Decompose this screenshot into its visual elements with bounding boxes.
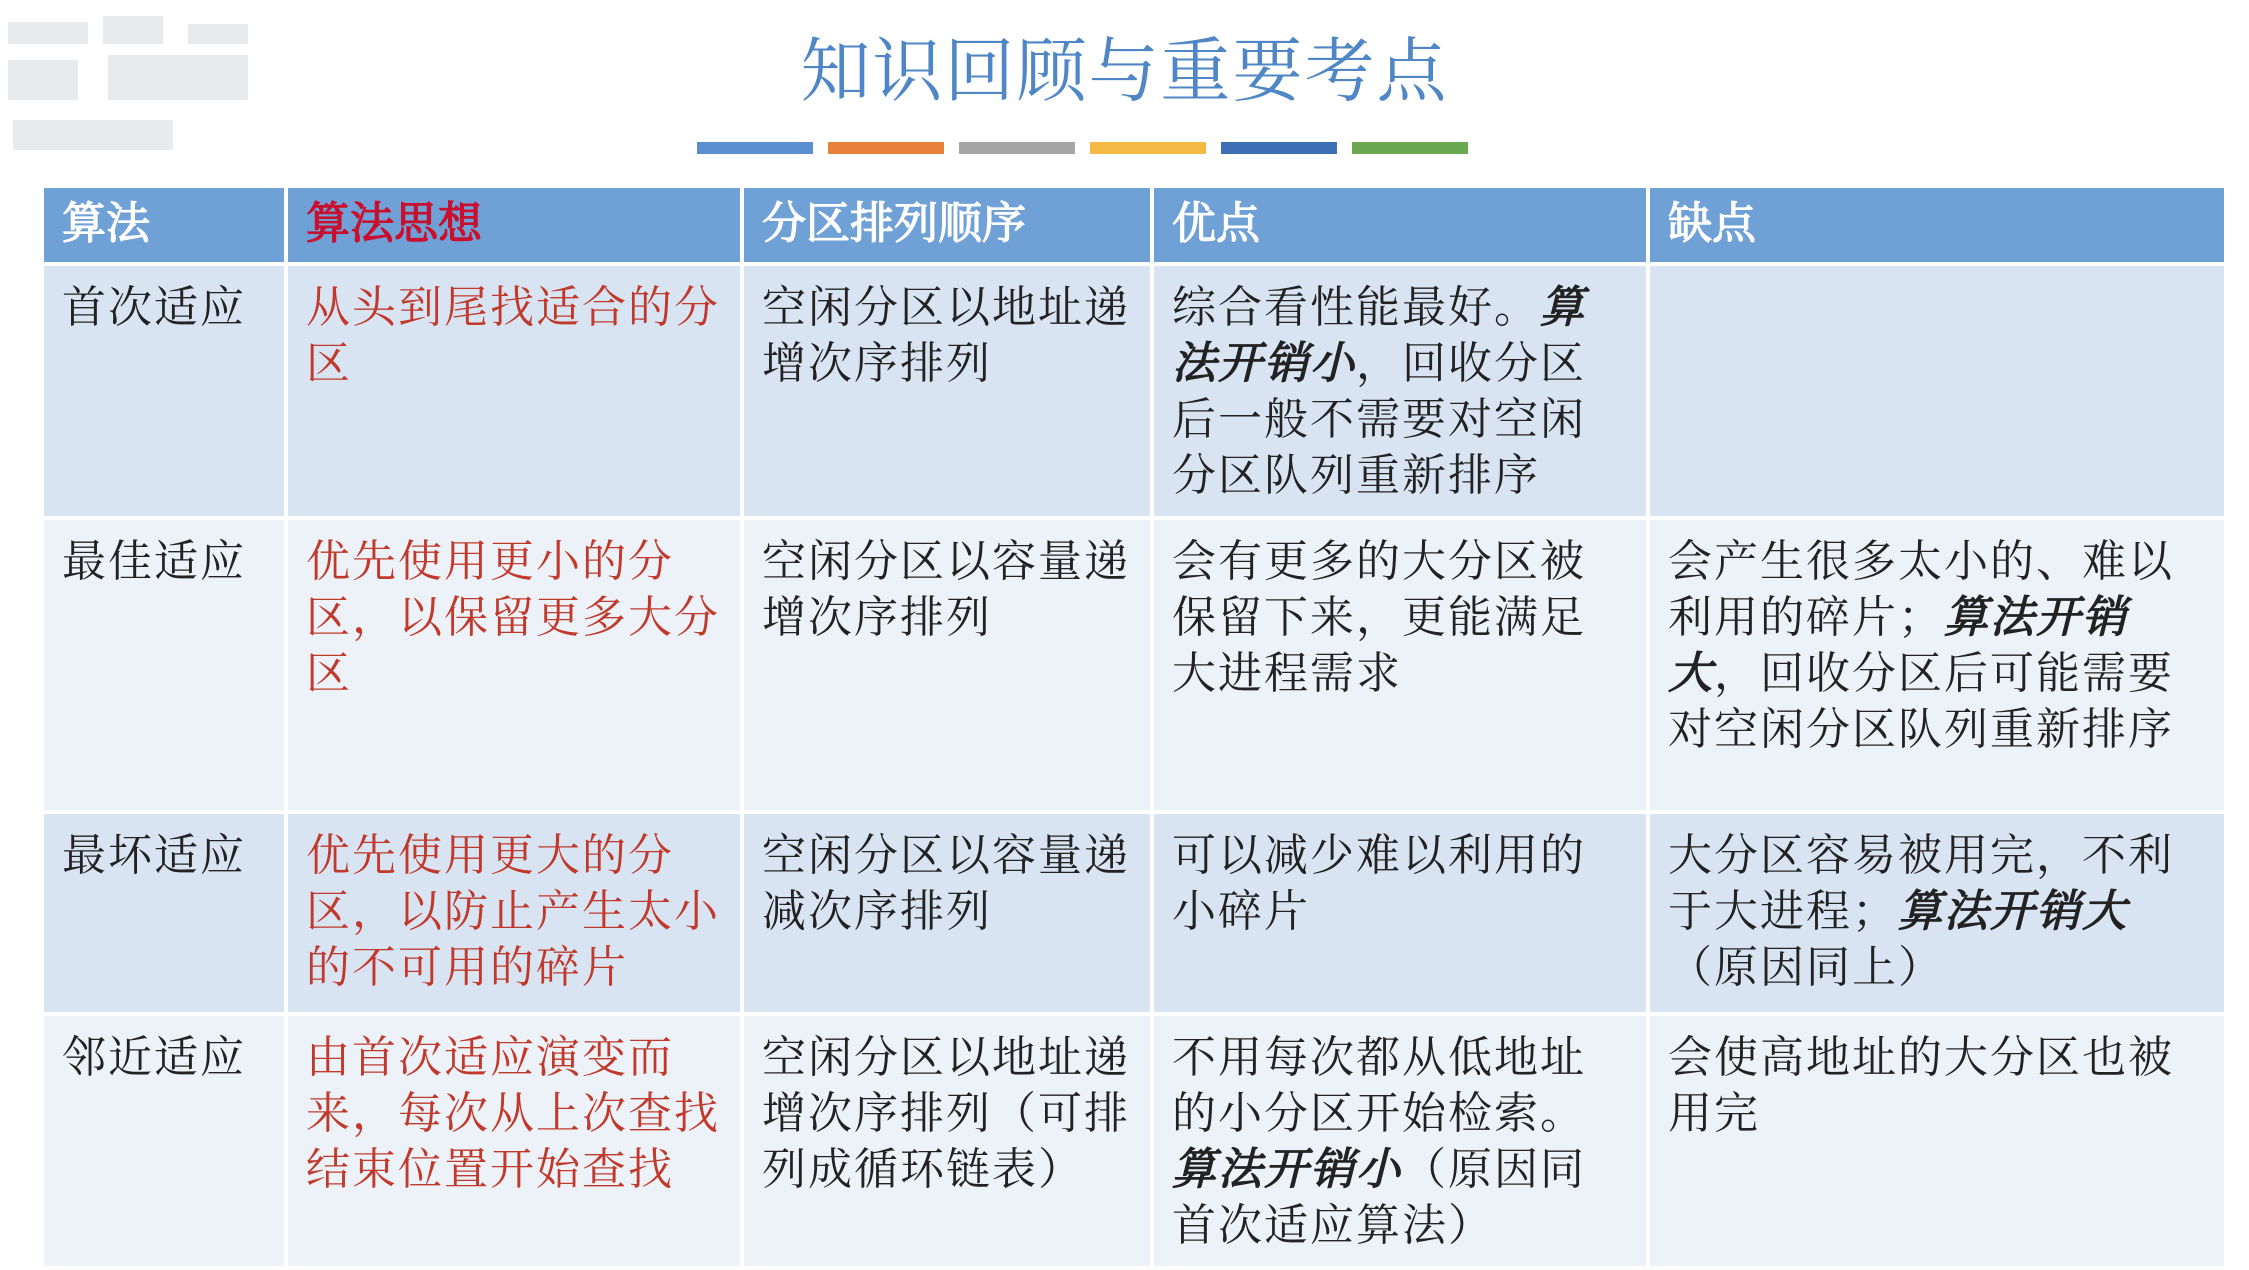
header-algorithm-idea: 算法思想	[288, 188, 740, 262]
color-bar-3	[959, 142, 1075, 154]
title-color-bars	[697, 142, 1468, 154]
cell-algorithm-name: 首次适应	[44, 266, 284, 516]
cell-algorithm-idea: 从头到尾找适合的分区	[288, 266, 740, 516]
cell-algorithm-idea: 优先使用更小的分区，以保留更多大分区	[288, 520, 740, 810]
table-row	[44, 520, 2224, 810]
color-bar-4	[1090, 142, 1206, 154]
table-row	[44, 266, 2224, 516]
text-emphasis: 算法开销大	[1898, 886, 2128, 937]
cell-disadvantages	[1650, 814, 2224, 1012]
cell-algorithm-name: 最坏适应	[44, 814, 284, 1012]
text-plain: 大分区容易被用完，不利于大进程；	[1668, 830, 2174, 937]
color-bar-6	[1352, 142, 1468, 154]
algorithm-comparison-table	[40, 184, 2228, 1270]
cell-algorithm-idea: 由首次适应演变而来，每次从上次查找结束位置开始查找	[288, 1016, 740, 1266]
cell-partition-order: 空闲分区以地址递增次序排列（可排列成循环链表）	[744, 1016, 1150, 1266]
table-row	[44, 814, 2224, 1012]
text-plain: ，回收分区后一般不需要对空闲分区队列重新排序	[1172, 338, 1586, 501]
comparison-table-wrapper	[44, 184, 2208, 1270]
text-emphasis: 算法开销小	[1172, 282, 1586, 389]
cell-advantages	[1154, 814, 1646, 1012]
text-emphasis: 算法开销小	[1172, 1144, 1402, 1195]
cell-partition-order: 空闲分区以地址递增次序排列	[744, 266, 1150, 516]
text-plain: 可以减少难以利用的小碎片	[1172, 830, 1586, 937]
header-advantages: 优点	[1154, 188, 1646, 262]
color-bar-2	[828, 142, 944, 154]
text-plain: 会使高地址的大分区也被用完	[1668, 1032, 2174, 1139]
cell-advantages	[1154, 266, 1646, 516]
text-plain: 不用每次都从低地址的小分区开始检索。	[1172, 1032, 1586, 1139]
text-plain: ，回收分区后可能需要对空闲分区队列重新排序	[1668, 648, 2174, 755]
header-disadvantages: 缺点	[1650, 188, 2224, 262]
cell-algorithm-idea: 优先使用更大的分区，以防止产生太小的不可用的碎片	[288, 814, 740, 1012]
text-plain: （原因同首次适应算法）	[1172, 1144, 1586, 1251]
cell-disadvantages	[1650, 520, 2224, 810]
text-emphasis: 算法开销大	[1668, 592, 2128, 699]
cell-partition-order: 空闲分区以容量递减次序排列	[744, 814, 1150, 1012]
cell-algorithm-name: 最佳适应	[44, 520, 284, 810]
cell-disadvantages	[1650, 266, 2224, 516]
cell-algorithm-name: 邻近适应	[44, 1016, 284, 1266]
cell-disadvantages	[1650, 1016, 2224, 1266]
cell-partition-order: 空闲分区以容量递增次序排列	[744, 520, 1150, 810]
cell-advantages	[1154, 520, 1646, 810]
header-algorithm: 算法	[44, 188, 284, 262]
cell-advantages	[1154, 1016, 1646, 1266]
text-plain: 会有更多的大分区被保留下来，更能满足大进程需求	[1172, 536, 1586, 699]
text-plain: 会产生很多太小的、难以利用的碎片；	[1668, 536, 2174, 643]
header-partition-order: 分区排列顺序	[744, 188, 1150, 262]
color-bar-5	[1221, 142, 1337, 154]
color-bar-1	[697, 142, 813, 154]
text-plain: （原因同上）	[1668, 942, 1944, 993]
page-title: 知识回顾与重要考点	[800, 30, 1449, 112]
table-row	[44, 1016, 2224, 1266]
text-plain: 综合看性能最好。	[1172, 282, 1540, 333]
table-header-row	[44, 188, 2224, 262]
